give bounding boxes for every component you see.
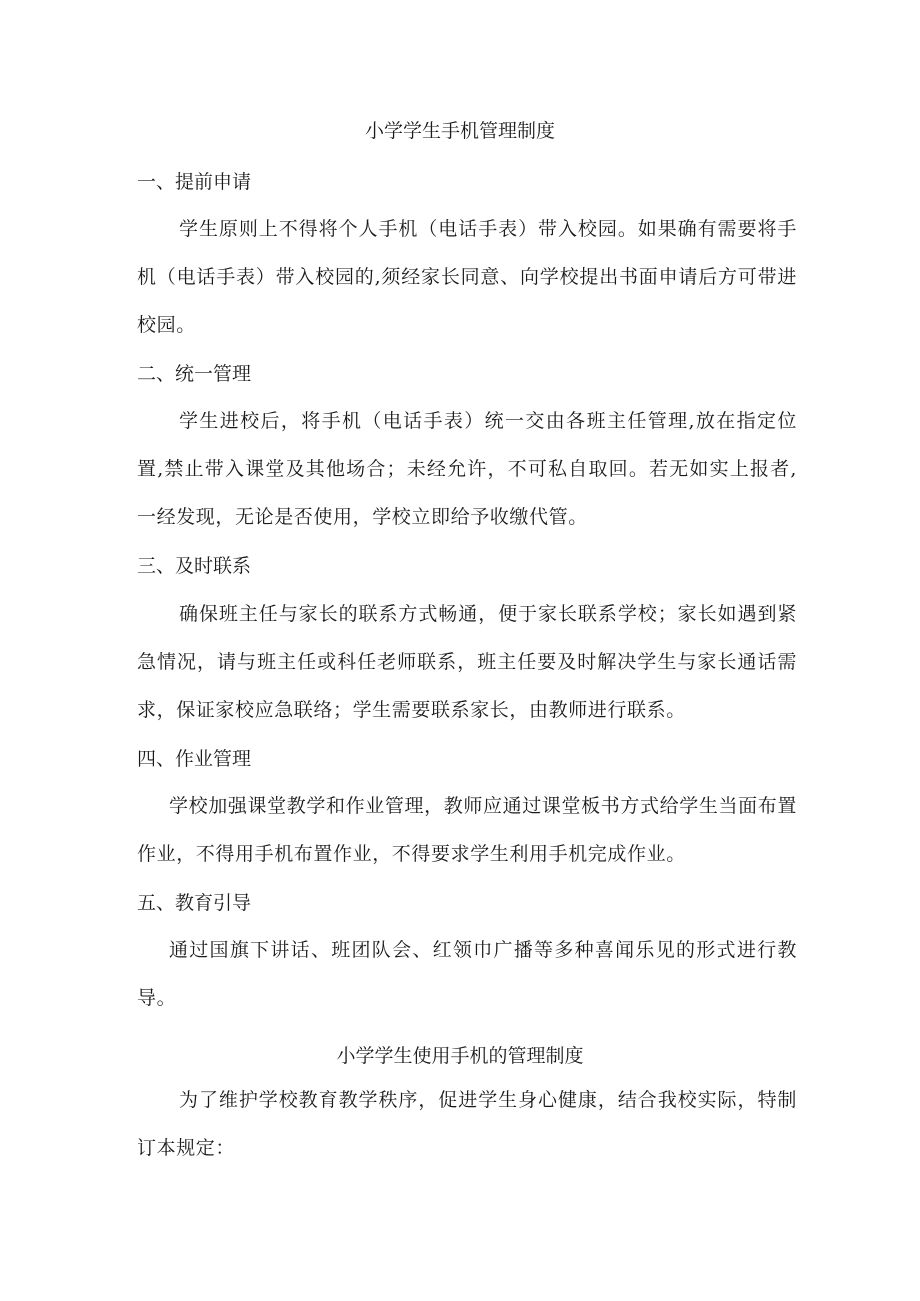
document-subtitle: 小学学生使用手机的管理制度 [336,1045,584,1067]
section-heading-apply: 一、提前申请 [137,171,252,193]
document-title: 小学学生手机管理制度 [364,120,555,142]
section-body-contact: 确保班主任与家长的联系方式畅通，便于家长联系学校；家长如遇到紧急情况，请与班主任或科任老师联系，班主任要及时解决学生与家长通话需求，保证家校应急联络；学生需要联系家长，由教师进行联系。 [137,603,797,721]
section-body-manage: 学生进校后，将手机（电话手表）统一交由各班主任管理,放在指定位置,禁止带入课堂及其他场合；未经允许，不可私自取回。若无如实上报者,一经发现，无论是否使用，学校立即给予收缴代管。 [137,410,797,528]
section-body-guidance: 通过国旗下讲话、班团队会、红领巾广播等多种喜闻乐见的形式进行教导。 [137,939,797,1009]
section-body-homework: 学校加强课堂教学和作业管理，教师应通过课堂板书方式给学生当面布置作业，不得用手机布置作业，不得要求学生利用手机完成作业。 [137,795,797,865]
intro-paragraph: 为了维护学校教育教学秩序，促进学生身心健康，结合我校实际，特制订本规定： [137,1089,797,1159]
section-heading-contact: 三、及时联系 [137,555,252,577]
section-heading-guidance: 五、教育引导 [137,892,252,914]
section-heading-manage: 二、统一管理 [137,363,252,385]
section-body-apply: 学生原则上不得将个人手机（电话手表）带入校园。如果确有需要将手机（电话手表）带入校园的,须经家长同意、向学校提出书面申请后方可带进校园。 [137,218,797,336]
section-heading-homework: 四、作业管理 [137,748,252,770]
